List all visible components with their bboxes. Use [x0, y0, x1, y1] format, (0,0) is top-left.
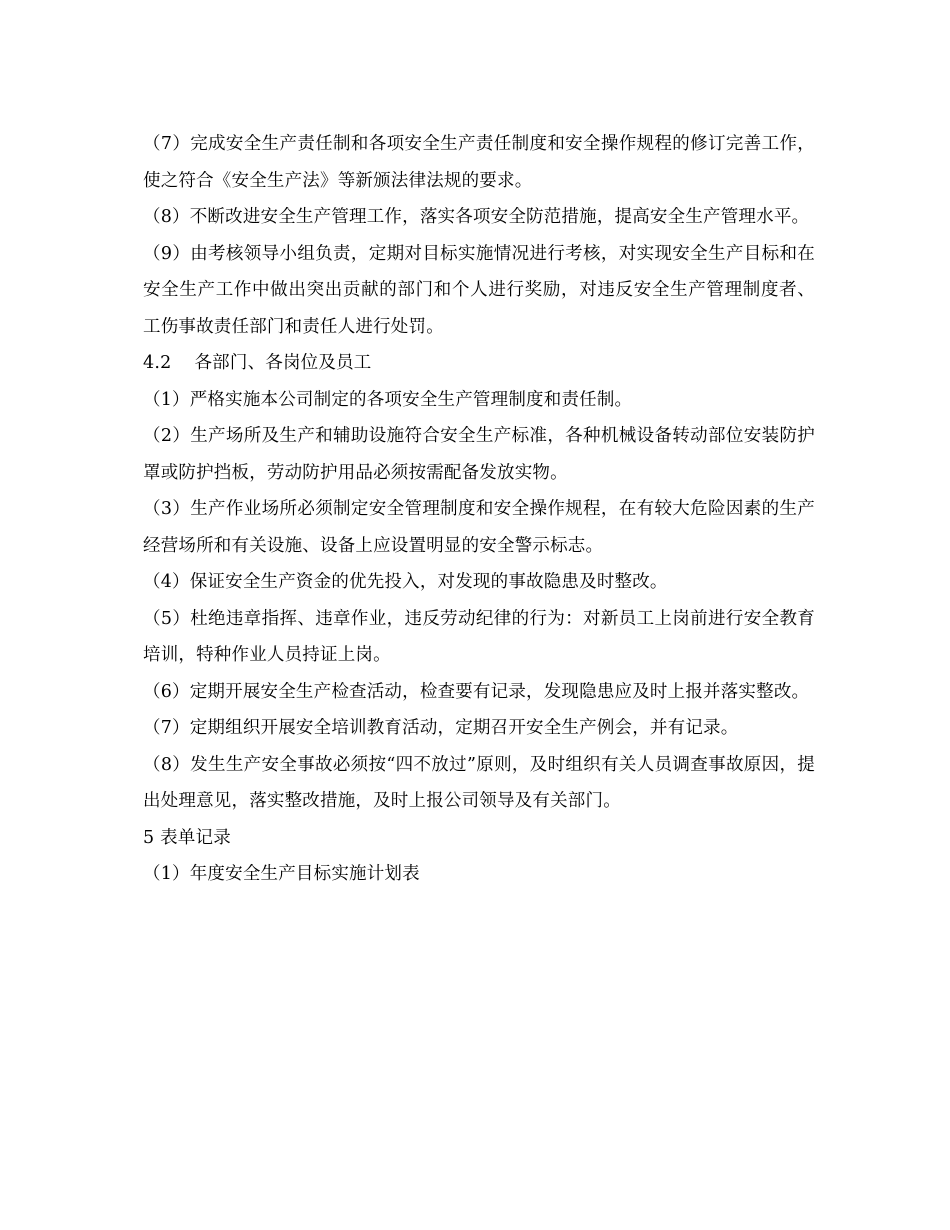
document-body — [143, 126, 815, 893]
dept-item-3: （3）生产作业场所必须制定安全管理制度和安全操作规程，在有较大危险因素的生产经营场所和有关设施、设备上应设置明显的安全警示标志。 — [143, 499, 815, 556]
item-7-responsibility-system: （7）完成安全生产责任制和各项安全生产责任制度和安全操作规程的修订完善工作，使之符合《安全生产法》等新颁法律法规的要求。 — [143, 134, 815, 191]
dept-item-8: （8）发生生产安全事故必须按“四不放过”原则，及时组织有关人员调查事故原因，提出处理意见，落实整改措施，及时上报公司领导及有关部门。 — [143, 754, 815, 811]
dept-item-6: （6）定期开展安全生产检查活动，检查要有记录，发现隐患应及时上报并落实整改。 — [143, 681, 810, 702]
form-item-1: （1）年度安全生产目标实施计划表 — [143, 864, 420, 884]
section-heading-5: 5 表单记录 — [143, 827, 231, 848]
dept-item-4: （4）保证安全生产资金的优先投入，对发现的事故隐患及时整改。 — [143, 572, 668, 592]
dept-item-1: （1）严格实施本公司制定的各项安全生产管理制度和责任制。 — [143, 389, 633, 410]
section-heading-4-2: 4.2 各部门、各岗位及员工 — [143, 353, 372, 373]
dept-item-7: （7）定期组织开展安全培训教育活动，定期召开安全生产例会，并有记录。 — [143, 718, 739, 738]
dept-item-5: （5）杜绝违章指挥、违章作业，违反劳动纪律的行为：对新员工上岗前进行安全教育培训，特种作业人员持证上岗。 — [143, 608, 815, 665]
item-8-improve-management: （8）不断改进安全生产管理工作，落实各项安全防范措施，提高安全生产管理水平。 — [143, 207, 810, 227]
item-9-assessment: （9）由考核领导小组负责，定期对目标实施情况进行考核，对实现安全生产目标和在安全生产工作中做出突出贡献的部门和个人进行奖励，对违反安全生产管理制度者、工伤事故责任部门和责任人进行处罚。 — [143, 243, 815, 337]
dept-item-2: （2）生产场所及生产和辅助设施符合安全生产标准，各种机械设备转动部位安装防护罩或防护挡板，劳动防护用品必须按需配备发放实物。 — [143, 426, 815, 483]
